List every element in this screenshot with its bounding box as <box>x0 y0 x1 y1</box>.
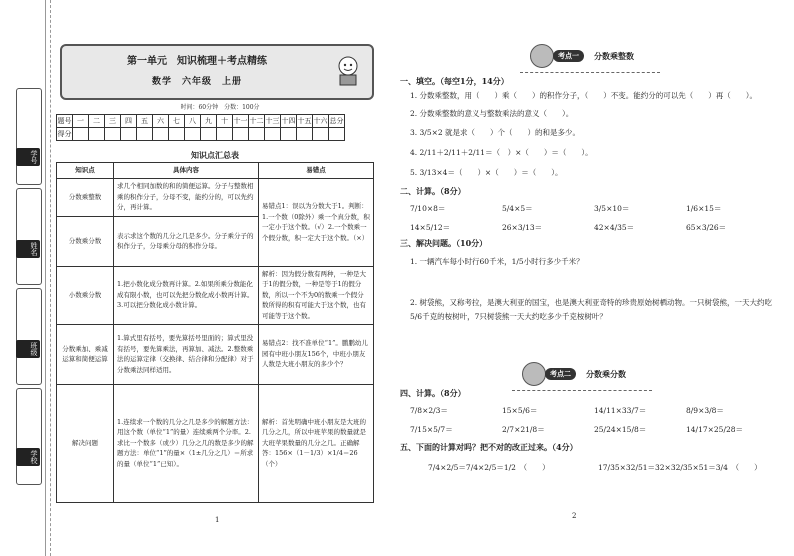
student-id-label: 学号 <box>16 148 40 166</box>
school-label: 学校 <box>16 448 40 466</box>
score-cell[interactable] <box>217 128 233 141</box>
score-header-cell: 六 <box>153 115 169 128</box>
score-header-cell: 一 <box>73 115 89 128</box>
summary-row <box>57 384 374 502</box>
score-header-cell: 五 <box>137 115 153 128</box>
score-cell[interactable] <box>329 128 345 141</box>
summary-knowledge-point: 分数乘分数 <box>57 216 114 266</box>
score-cell[interactable] <box>153 128 169 141</box>
score-cell[interactable] <box>137 128 153 141</box>
score-cell[interactable] <box>121 128 137 141</box>
exam-meta: 时间：60分钟 分数：100分 <box>180 104 260 111</box>
topic2-title: 分数乘分数 <box>586 369 626 379</box>
summary-content: 1.算式里有括号，要先算括号里面的；算式里没有括号，要先算乘法，再算加、减法。2.整数乘法的运算定律（交换律、结合律和分配律）对于分数乘法同样适用。 <box>114 324 259 384</box>
topic1-badge: 考点一 <box>553 50 584 62</box>
calc-item: 2/7×21/8＝ <box>502 425 545 434</box>
score-header-cell: 题号 <box>57 115 73 128</box>
score-table <box>56 114 345 141</box>
score-header-cell: 十四 <box>281 115 297 128</box>
header-common-errors: 易错点 <box>259 163 374 179</box>
mascot-face-icon-2 <box>522 362 546 386</box>
mascot-icon <box>330 52 366 88</box>
calc-item: 14/17×25/28＝ <box>686 425 744 434</box>
summary-row <box>57 266 374 324</box>
question-4: 4. 2/11＋2/11＋2/11＝（ ）×（ ）＝（ ）。 <box>410 148 593 157</box>
score-header-cell: 八 <box>185 115 201 128</box>
page-number-left: 1 <box>215 516 220 524</box>
score-cell[interactable] <box>201 128 217 141</box>
score-label: 得分 <box>57 128 73 141</box>
topic1-title: 分数乘整数 <box>594 51 634 61</box>
score-cell[interactable] <box>185 128 201 141</box>
summary-title: 知识点汇总表 <box>191 150 239 160</box>
score-cell[interactable] <box>297 128 313 141</box>
calc-item: 7/8×2/3＝ <box>410 406 448 415</box>
problem-1: 1. 一辆汽车每小时行60千米，1/5小时行多少千米？ <box>410 257 584 266</box>
name-label: 姓名 <box>16 240 40 258</box>
binding-line <box>45 0 46 556</box>
summary-error: 易错点2：找不准单位“1”。鹏鹏幼儿园有中班小朋友156个，中班小朋友人数是大班小朋友的多少个？ <box>259 324 374 384</box>
topic1-divider <box>520 72 660 75</box>
page-number-right: 2 <box>572 512 577 520</box>
score-header-cell: 十三 <box>265 115 281 128</box>
summary-knowledge-point: 分数乘整数 <box>57 178 114 216</box>
score-header-cell: 三 <box>105 115 121 128</box>
name-field <box>16 188 42 285</box>
summary-knowledge-point: 小数乘分数 <box>57 266 114 324</box>
summary-content: 1.把小数化成分数再计算。2.如果所乘分数能化成有限小数，也可以先把分数化成小数再计算。3.可以把分数化成小数计算。 <box>114 266 259 324</box>
calc-item: 7/10×8＝ <box>410 204 446 213</box>
summary-row <box>57 178 374 216</box>
section4-heading: 四、计算。（8分） <box>400 388 466 398</box>
score-cell[interactable] <box>73 128 89 141</box>
score-header-cell: 四 <box>121 115 137 128</box>
section3-heading: 三、解决问题。（10分） <box>400 238 488 248</box>
calc-item: 15×5/6＝ <box>502 406 538 415</box>
summary-row <box>57 324 374 384</box>
calc-item: 8/9×3/8＝ <box>686 406 724 415</box>
calc-item: 14×5/12＝ <box>410 223 451 232</box>
score-cell[interactable] <box>89 128 105 141</box>
banner-subtitle: 数学 六年级 上册 <box>151 77 242 87</box>
question-3: 3. 3/5×2 就是求（ ）个（ ）的和是多少。 <box>410 128 581 137</box>
score-cell[interactable] <box>265 128 281 141</box>
section2-heading: 二、计算。（8分） <box>400 186 466 196</box>
banner-title: 第一单元 知识梳理＋考点精练 <box>127 56 267 67</box>
score-cell[interactable] <box>105 128 121 141</box>
summary-error: 易错点1：误以为分数大于1。判断：1.一个数（0除外）乘一个真分数，积一定小于这个数。（√）2.一个数乘一个假分数，积一定大于这个数。（×） <box>259 178 374 266</box>
section5-heading: 五、下面的计算对吗？把不对的改正过来。（4分） <box>400 442 578 452</box>
calc-item: 1/6×15＝ <box>686 204 722 213</box>
calc-item: 42×4/35＝ <box>594 223 635 232</box>
score-header-cell: 二 <box>89 115 105 128</box>
unit-banner <box>60 44 374 100</box>
calc-item: 7/15×5/7＝ <box>410 425 453 434</box>
topic2-divider <box>512 390 652 393</box>
score-cell[interactable] <box>169 128 185 141</box>
calc-item: 25/24×15/8＝ <box>594 425 647 434</box>
section1-heading: 一、填空。（每空1分，14分） <box>400 76 509 86</box>
summary-content: 1.连续求一个数的几分之几是多少的解题方法：用这个数（单位“1”的量）连续乘两个分率。2.求比一个数多（或少）几分之几的数是多少的解题方法：单位“1”的量×（1±几分之几）＝所求的量（单位“1”已知）。 <box>114 384 259 502</box>
score-header-cell: 十一 <box>233 115 249 128</box>
question-1: 1. 分数乘整数，用（ ）乘（ ）的积作分子，（ ）不变。能约分的可以先（ ）再（ ）。 <box>410 91 758 100</box>
summary-content: 求几个相同加数的和的简便运算。分子与整数相乘的积作分子，分母不变，能约分的，可以先约分，再计算。 <box>114 178 259 216</box>
summary-error: 解析：因为假分数有两种，一种是大于1的假分数，一种是等于1的假分数，所以一个不为0的数乘一个假分数所得的积有可能大于这个数，也有可能等于这个数。 <box>259 266 374 324</box>
check-2: 17/35×32/51＝32×32/35×51＝3/4 （ ） <box>598 463 762 472</box>
summary-knowledge-point: 解决问题 <box>57 384 114 502</box>
calc-item: 14/11×33/7＝ <box>594 406 647 415</box>
score-cell[interactable] <box>313 128 329 141</box>
header-content: 具体内容 <box>114 163 259 179</box>
calc-item: 3/5×10＝ <box>594 204 630 213</box>
score-header-cell: 十 <box>217 115 233 128</box>
score-cell[interactable] <box>249 128 265 141</box>
score-header-cell: 十五 <box>297 115 313 128</box>
binding-dashed-line <box>50 0 51 556</box>
calc-item: 5/4×5＝ <box>502 204 533 213</box>
problem-2: 2. 树袋熊，又称考拉，是澳大利亚的国宝，也是澳大利亚奇特的珍贵原始树栖动物。一只树袋熊，一天大约吃5/6千克的桉树叶，7只树袋熊一天大约吃多少千克桉树叶？ <box>410 298 773 321</box>
calc-item: 65×3/26＝ <box>686 223 727 232</box>
score-header-cell: 总分 <box>329 115 345 128</box>
score-cell[interactable] <box>281 128 297 141</box>
score-cell[interactable] <box>233 128 249 141</box>
summary-content: 表示求这个数的几分之几是多少。分子乘分子的积作分子，分母乘分母的积作分母。 <box>114 216 259 266</box>
score-header-cell: 七 <box>169 115 185 128</box>
student-id-field <box>16 88 42 185</box>
summary-table <box>56 162 374 503</box>
class-field <box>16 288 42 385</box>
summary-knowledge-point: 分数乘加、乘减运算和简便运算 <box>57 324 114 384</box>
class-label: 班级 <box>16 340 40 358</box>
mascot-face-icon <box>530 44 554 68</box>
score-header-cell: 九 <box>201 115 217 128</box>
question-5: 5. 3/13×4＝（ ）×（ ）＝（ ）。 <box>410 168 563 177</box>
topic2-badge: 考点二 <box>545 368 576 380</box>
question-2: 2. 分数乘整数的意义与整数乘法的意义（ ）。 <box>410 109 574 118</box>
school-field <box>16 388 42 485</box>
calc-item: 26×3/13＝ <box>502 223 543 232</box>
score-header-cell: 十二 <box>249 115 265 128</box>
summary-error: 解析：首先明确中班小朋友是大班的几分之几，所以中班苹果的数量就是大班苹果数量的几分之几。正确解答：156×（1－1/3）×1/4＝26（个） <box>259 384 374 502</box>
score-header-cell: 十六 <box>313 115 329 128</box>
header-knowledge-point: 知识点 <box>57 163 114 179</box>
check-1: 7/4×2/5＝7/4×2/5＝1/2 （ ） <box>428 463 550 472</box>
